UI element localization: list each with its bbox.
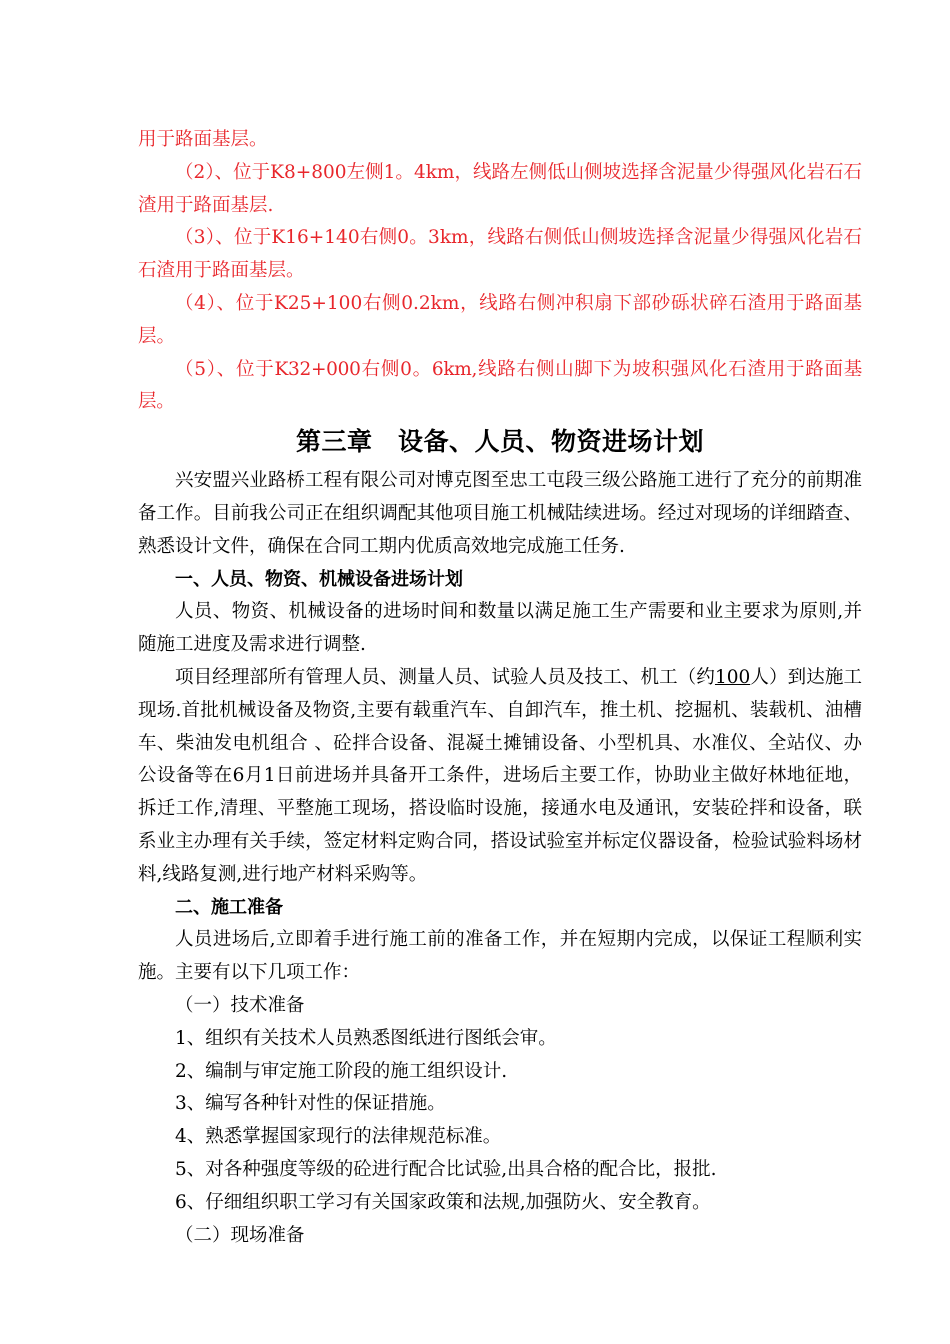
paragraph-material-source-2: （2）、位于K8+800左侧1。4km，线路左侧低山侧坡选择含泥量少得强风化岩石石渣用于路面基层.	[138, 161, 862, 216]
paragraph-material-source-3: （3）、位于K16+140右侧0。3km，线路右侧低山侧坡选择含泥量少得强风化岩石石渣用于路面基层。	[138, 227, 862, 282]
entry-details-text-start: 项目经理部所有管理人员、测量人员、试验人员及技工、机工（约	[175, 666, 715, 688]
subsection-title-technical: （一）技术准备	[175, 994, 305, 1016]
entry-details-text-end: 人）到达施工现场.首批机械设备及物资,主要有载重汽车、自卸汽车，推土机、挖掘机、装载机、油槽车、柴油发电机组合 、砼拌合设备、混凝土摊铺设备、小型机具、水准仪、全站仪、办公设备等在6月1日前进场并具备开工条件，进场后主要工作，协助业主做好林地征地，拆迁工作,清理、平整施工现场，搭设临时设施，接通水电及通讯，安装砼拌和设备，联系业主办理有关手续，签定材料定购合同，搭设试验室并标定仪器设备，检验试验料场材料,线路复测,进行地产材料采购等。	[138, 666, 862, 885]
subsection-title-site: （二）现场准备	[175, 1224, 305, 1246]
paragraph-material-source-tail: 用于路面基层。	[138, 129, 268, 150]
list-item: 5、对各种强度等级的砼进行配合比试验,出具合格的配合比，报批.	[175, 1158, 717, 1180]
paragraph-intro: 兴安盟兴业路桥工程有限公司对博克图至忠工屯段三级公路施工进行了充分的前期准备工作。目前我公司正在组织调配其他项目施工机械陆续进场。经过对现场的详细踏查、熟悉设计文件，确保在合同工期内优质高效地完成施工任务.	[138, 470, 862, 557]
section-title-entry-plan: 一、人员、物资、机械设备进场计划	[175, 568, 463, 590]
list-item: 3、编写各种针对性的保证措施。	[175, 1093, 446, 1115]
paragraph-entry-details	[138, 662, 862, 892]
paragraph-material-source-4: （4）、位于K25+100右侧0.2km，线路右侧冲积扇下部砂砾状碎石渣用于路面基层。	[138, 292, 862, 347]
section-title-construction-prep: 二、施工准备	[175, 896, 283, 918]
paragraph-entry-principle: 人员、物资、机械设备的进场时间和数量以满足施工生产需要和业主要求为原则,并随施工进度及需求进行调整.	[138, 601, 862, 656]
document-body	[138, 124, 862, 1252]
list-item: 2、编制与审定施工阶段的施工组织设计.	[175, 1060, 508, 1082]
chapter-title: 第三章 设备、人员、物资进场计划	[295, 427, 704, 457]
list-item: 1、组织有关技术人员熟悉图纸进行图纸会审。	[175, 1027, 557, 1049]
paragraph-material-source-5: （5）、位于K32+000右侧0。6km,线路右侧山脚下为坡积强风化石渣用于路面基层。	[138, 358, 862, 413]
paragraph-prep-intro: 人员进场后,立即着手进行施工前的准备工作，并在短期内完成，以保证工程顺利实施。主要有以下几项工作：	[138, 929, 862, 984]
personnel-count: 100	[714, 666, 751, 688]
list-item: 6、仔细组织职工学习有关国家政策和法规,加强防火、安全教育。	[175, 1191, 711, 1213]
list-item: 4、熟悉掌握国家现行的法律规范标准。	[175, 1126, 502, 1148]
